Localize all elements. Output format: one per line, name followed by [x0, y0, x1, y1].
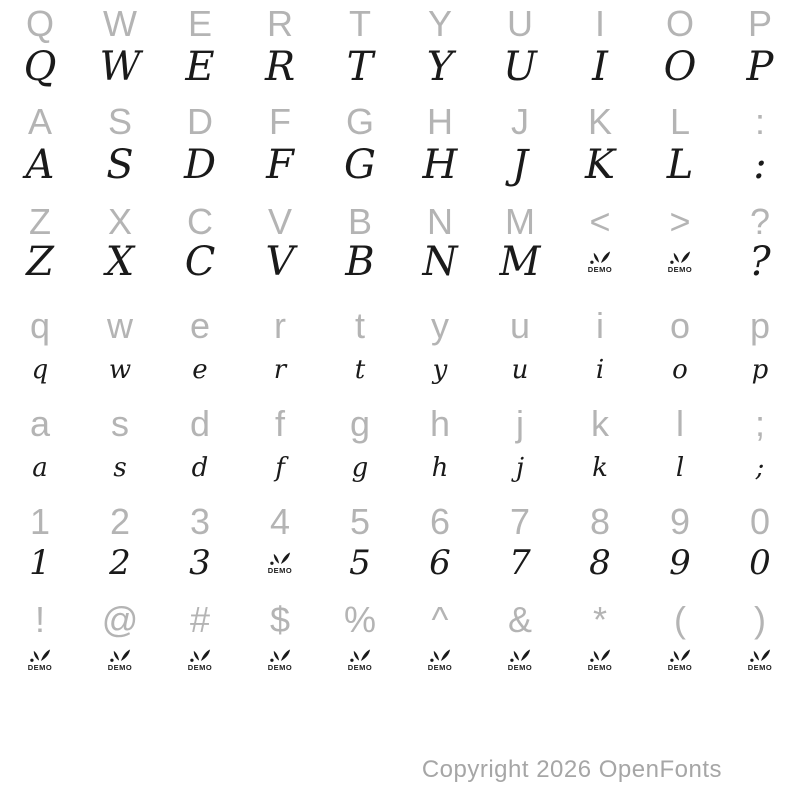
script-glyph-cell	[560, 455, 640, 481]
reference-glyph: s	[111, 403, 129, 444]
reference-glyph: 7	[509, 501, 531, 542]
reference-glyph: Q	[25, 3, 54, 44]
script-glyph: C	[184, 239, 216, 285]
reference-glyph: 8	[589, 501, 611, 542]
reference-glyph: R	[267, 3, 293, 44]
script-glyph-row	[0, 36, 800, 98]
script-glyph-cell	[560, 44, 640, 90]
reference-glyph-cell	[240, 501, 320, 542]
script-glyph-cell	[0, 44, 80, 90]
script-glyph-cell	[160, 543, 240, 583]
reference-glyph-cell	[160, 305, 240, 346]
script-glyph: E	[185, 44, 215, 90]
sprout-ornament-icon	[589, 250, 611, 265]
reference-glyph-cell	[480, 599, 560, 640]
script-glyph: K	[585, 142, 615, 188]
sprout-ornament-icon	[269, 551, 291, 566]
reference-glyph-cell	[320, 599, 400, 640]
script-glyph: R	[264, 44, 296, 90]
demo-label: DEMO	[107, 663, 133, 672]
script-glyph: S	[106, 142, 134, 188]
sprout-ornament-icon	[189, 648, 211, 663]
script-glyph: 5	[349, 543, 371, 583]
script-glyph-cell	[240, 455, 320, 481]
reference-glyph-cell	[560, 305, 640, 346]
script-glyph-cell	[560, 648, 640, 672]
demo-placeholder	[188, 648, 213, 672]
demo-placeholder	[28, 648, 53, 672]
script-glyph: l	[675, 453, 685, 483]
script-glyph: J	[511, 142, 529, 188]
reference-glyph: )	[754, 599, 766, 640]
script-glyph-cell	[640, 250, 720, 274]
copyright-text: Copyright 2026 OpenFonts	[421, 756, 722, 783]
reference-glyph-cell	[720, 305, 800, 346]
reference-row	[0, 398, 800, 442]
script-glyph: T	[346, 44, 374, 90]
script-glyph-cell	[480, 44, 560, 90]
reference-glyph: u	[509, 305, 531, 346]
script-glyph: H	[422, 142, 458, 188]
script-glyph: 0	[749, 543, 771, 583]
sprout-ornament-icon	[29, 648, 51, 663]
reference-glyph: &	[507, 599, 532, 640]
reference-glyph-cell	[720, 599, 800, 640]
script-glyph: y	[432, 355, 448, 385]
reference-glyph: E	[187, 3, 212, 44]
demo-label: DEMO	[587, 663, 613, 672]
reference-glyph-cell	[320, 403, 400, 444]
reference-glyph: (	[674, 599, 686, 640]
reference-glyph: f	[274, 403, 285, 444]
script-glyph: t	[354, 355, 366, 385]
script-glyph-cell	[720, 357, 800, 383]
script-glyph: g	[351, 453, 369, 483]
reference-glyph: F	[269, 101, 291, 142]
script-glyph: j	[515, 453, 525, 483]
demo-label: DEMO	[187, 663, 213, 672]
reference-glyph-cell	[0, 403, 80, 444]
reference-glyph: 5	[349, 501, 371, 542]
reference-glyph-cell	[80, 305, 160, 346]
sprout-ornament-icon	[429, 648, 451, 663]
script-glyph-cell	[80, 455, 160, 481]
sprout-ornament-icon	[109, 648, 131, 663]
script-glyph: 2	[109, 543, 131, 583]
reference-glyph: C	[187, 201, 213, 242]
script-glyph: i	[595, 355, 605, 385]
script-glyph: e	[192, 355, 208, 385]
script-glyph: V	[265, 239, 295, 285]
reference-row	[0, 594, 800, 638]
reference-glyph: !	[34, 599, 45, 640]
reference-glyph: T	[349, 3, 371, 44]
reference-glyph-cell	[560, 599, 640, 640]
reference-glyph-cell	[240, 305, 320, 346]
script-glyph-cell	[640, 357, 720, 383]
reference-glyph: i	[596, 305, 604, 346]
script-glyph-row	[0, 440, 800, 496]
reference-glyph-cell	[0, 599, 80, 640]
script-glyph-cell	[560, 142, 640, 188]
reference-glyph: K	[587, 101, 612, 142]
reference-glyph-cell	[400, 501, 480, 542]
reference-glyph: J	[511, 101, 529, 142]
script-glyph: 7	[509, 543, 531, 583]
script-glyph-cell	[640, 543, 720, 583]
reference-glyph-cell	[160, 403, 240, 444]
reference-glyph: B	[347, 201, 372, 242]
reference-glyph: 0	[749, 501, 771, 542]
script-glyph: 3	[189, 543, 211, 583]
script-glyph-cell	[320, 142, 400, 188]
script-glyph-cell	[0, 142, 80, 188]
reference-glyph-cell	[560, 501, 640, 542]
sprout-ornament-icon	[509, 648, 531, 663]
reference-glyph: G	[345, 101, 374, 142]
script-glyph: W	[99, 44, 141, 90]
reference-glyph: *	[592, 599, 607, 640]
reference-glyph-cell	[80, 501, 160, 542]
reference-glyph-cell	[320, 305, 400, 346]
script-glyph-cell	[240, 648, 320, 672]
script-glyph: o	[672, 355, 688, 385]
script-glyph: Z	[26, 239, 54, 285]
reference-glyph-cell	[160, 501, 240, 542]
script-glyph: F	[266, 142, 294, 188]
reference-glyph: o	[669, 305, 691, 346]
demo-placeholder	[508, 648, 533, 672]
sprout-ornament-icon	[669, 648, 691, 663]
script-glyph-cell	[480, 543, 560, 583]
reference-glyph: U	[507, 3, 533, 44]
script-glyph-cell	[320, 44, 400, 90]
reference-glyph: 9	[669, 501, 691, 542]
sprout-ornament-icon	[589, 648, 611, 663]
script-glyph-cell	[320, 543, 400, 583]
script-glyph: w	[108, 355, 132, 385]
reference-glyph-cell	[640, 403, 720, 444]
script-glyph-cell	[720, 455, 800, 481]
script-glyph-cell	[240, 142, 320, 188]
script-glyph-cell	[480, 455, 560, 481]
script-glyph-cell	[560, 543, 640, 583]
reference-glyph: y	[431, 305, 449, 346]
script-glyph-cell	[0, 357, 80, 383]
script-glyph-cell	[720, 648, 800, 672]
reference-glyph: t	[354, 305, 365, 346]
reference-glyph: P	[747, 3, 772, 44]
demo-label: DEMO	[587, 265, 613, 275]
script-glyph: ?	[749, 239, 771, 285]
reference-glyph: O	[665, 3, 694, 44]
reference-glyph: e	[189, 305, 211, 346]
script-glyph: :	[753, 142, 767, 188]
script-glyph: h	[431, 453, 449, 483]
reference-glyph: ^	[431, 599, 449, 640]
script-glyph: k	[592, 453, 608, 483]
script-glyph: f	[275, 453, 285, 483]
reference-glyph: r	[274, 305, 286, 346]
script-glyph-cell	[0, 648, 80, 672]
reference-glyph: w	[107, 305, 133, 346]
demo-label: DEMO	[507, 663, 533, 672]
reference-glyph: ?	[749, 201, 771, 242]
reference-glyph-cell	[240, 599, 320, 640]
reference-glyph-cell	[400, 403, 480, 444]
reference-glyph-cell	[160, 599, 240, 640]
reference-glyph: D	[187, 101, 213, 142]
reference-glyph: A	[27, 101, 52, 142]
reference-glyph: >	[669, 201, 691, 242]
script-glyph-cell	[80, 543, 160, 583]
reference-glyph-cell	[0, 305, 80, 346]
reference-glyph: @	[101, 599, 139, 640]
script-glyph: 8	[589, 543, 611, 583]
reference-glyph-cell	[240, 403, 320, 444]
reference-glyph: l	[676, 403, 684, 444]
reference-glyph: #	[189, 599, 211, 640]
script-glyph: M	[499, 239, 541, 285]
script-glyph-cell	[160, 239, 240, 285]
reference-glyph: W	[103, 3, 137, 44]
script-glyph-cell	[320, 357, 400, 383]
script-glyph: 1	[29, 543, 51, 583]
script-glyph-cell	[160, 648, 240, 672]
reference-glyph: j	[516, 403, 524, 444]
reference-glyph-cell	[0, 501, 80, 542]
script-glyph-cell	[80, 44, 160, 90]
sprout-ornament-icon	[749, 648, 771, 663]
reference-glyph: X	[107, 201, 132, 242]
script-glyph: D	[183, 142, 217, 188]
script-glyph-row	[0, 132, 800, 198]
script-glyph: B	[345, 239, 375, 285]
script-glyph-cell	[160, 44, 240, 90]
script-glyph: 9	[669, 543, 691, 583]
reference-glyph: a	[29, 403, 51, 444]
script-glyph-cell	[80, 648, 160, 672]
sprout-ornament-icon	[349, 648, 371, 663]
script-glyph-row	[0, 536, 800, 590]
reference-glyph-cell	[720, 501, 800, 542]
demo-placeholder	[668, 250, 693, 274]
script-glyph-cell	[240, 44, 320, 90]
script-glyph-row	[0, 648, 800, 688]
script-glyph-cell	[400, 543, 480, 583]
demo-placeholder	[588, 250, 613, 274]
script-glyph: G	[344, 142, 376, 188]
script-glyph: N	[422, 239, 458, 285]
script-glyph-cell	[560, 357, 640, 383]
script-glyph-cell	[80, 357, 160, 383]
script-glyph: a	[32, 453, 48, 483]
demo-placeholder	[668, 648, 693, 672]
script-glyph: ;	[755, 453, 765, 483]
script-glyph: s	[113, 453, 127, 483]
script-glyph: X	[105, 239, 135, 285]
script-glyph-cell	[160, 357, 240, 383]
reference-glyph: 1	[29, 501, 51, 542]
sprout-ornament-icon	[269, 648, 291, 663]
script-glyph-cell	[0, 543, 80, 583]
reference-glyph-cell	[640, 599, 720, 640]
reference-glyph: ;	[754, 403, 765, 444]
reference-glyph: H	[427, 101, 453, 142]
script-glyph-cell	[80, 142, 160, 188]
script-glyph: Y	[426, 44, 454, 90]
script-glyph: A	[25, 142, 55, 188]
reference-glyph-cell	[400, 305, 480, 346]
reference-glyph-cell	[640, 305, 720, 346]
reference-glyph-cell	[80, 403, 160, 444]
script-glyph-cell	[0, 455, 80, 481]
reference-glyph: L	[669, 101, 691, 142]
demo-label: DEMO	[747, 663, 773, 672]
script-glyph-row	[0, 342, 800, 398]
script-glyph: r	[273, 355, 287, 385]
script-glyph: Q	[23, 44, 57, 90]
script-glyph-cell	[320, 455, 400, 481]
script-glyph-cell	[240, 357, 320, 383]
script-glyph-cell	[160, 142, 240, 188]
script-glyph-cell	[640, 648, 720, 672]
demo-placeholder	[748, 648, 773, 672]
script-glyph-cell	[640, 455, 720, 481]
demo-placeholder	[588, 648, 613, 672]
reference-glyph: p	[749, 305, 771, 346]
script-glyph-cell	[160, 455, 240, 481]
script-glyph: q	[31, 355, 49, 385]
script-glyph-cell	[720, 543, 800, 583]
script-glyph-cell	[400, 142, 480, 188]
reference-glyph: V	[267, 201, 292, 242]
reference-row	[0, 496, 800, 540]
script-glyph: O	[663, 44, 697, 90]
reference-glyph: h	[429, 403, 451, 444]
script-glyph-cell	[400, 455, 480, 481]
script-glyph-cell	[480, 648, 560, 672]
script-glyph-cell	[480, 357, 560, 383]
reference-glyph: S	[107, 101, 132, 142]
reference-glyph: 6	[429, 501, 451, 542]
script-glyph-cell	[240, 551, 320, 575]
reference-glyph-cell	[480, 305, 560, 346]
reference-glyph: M	[505, 201, 535, 242]
reference-glyph: N	[427, 201, 453, 242]
demo-label: DEMO	[427, 663, 453, 672]
script-glyph: u	[511, 355, 529, 385]
reference-glyph: q	[29, 305, 51, 346]
reference-glyph: d	[189, 403, 211, 444]
reference-glyph: %	[343, 599, 376, 640]
demo-placeholder	[428, 648, 453, 672]
script-glyph-cell	[720, 44, 800, 90]
script-glyph-cell	[720, 239, 800, 285]
demo-placeholder	[108, 648, 133, 672]
script-glyph: I	[592, 44, 608, 90]
reference-glyph: I	[594, 3, 605, 44]
reference-glyph: <	[589, 201, 611, 242]
script-glyph-cell	[0, 239, 80, 285]
reference-glyph: 3	[189, 501, 211, 542]
script-glyph: d	[191, 453, 209, 483]
script-glyph-cell	[640, 44, 720, 90]
demo-label: DEMO	[667, 663, 693, 672]
demo-label: DEMO	[267, 566, 293, 576]
reference-glyph: 4	[269, 501, 291, 542]
script-glyph-cell	[320, 239, 400, 285]
reference-glyph: 2	[109, 501, 131, 542]
script-glyph-row	[0, 234, 800, 290]
demo-placeholder	[268, 551, 293, 575]
script-glyph-cell	[240, 239, 320, 285]
script-glyph-cell	[640, 142, 720, 188]
reference-glyph: Y	[427, 3, 452, 44]
reference-glyph-cell	[80, 599, 160, 640]
reference-glyph: g	[349, 403, 371, 444]
script-glyph: L	[666, 142, 694, 188]
demo-label: DEMO	[667, 265, 693, 275]
script-glyph: P	[746, 44, 774, 90]
script-glyph-cell	[400, 357, 480, 383]
reference-glyph-cell	[640, 501, 720, 542]
script-glyph-cell	[320, 648, 400, 672]
script-glyph: U	[503, 44, 537, 90]
reference-glyph-cell	[560, 403, 640, 444]
script-glyph-cell	[720, 142, 800, 188]
demo-placeholder	[348, 648, 373, 672]
demo-label: DEMO	[267, 663, 293, 672]
reference-glyph-cell	[720, 403, 800, 444]
sprout-ornament-icon	[669, 250, 691, 265]
script-glyph-cell	[480, 239, 560, 285]
reference-glyph: Z	[29, 201, 51, 242]
demo-label: DEMO	[347, 663, 373, 672]
script-glyph: p	[751, 355, 769, 385]
reference-glyph-cell	[480, 403, 560, 444]
reference-row	[0, 300, 800, 344]
script-glyph-cell	[400, 239, 480, 285]
reference-glyph: $	[269, 599, 291, 640]
demo-label: DEMO	[27, 663, 53, 672]
script-glyph-cell	[400, 44, 480, 90]
reference-glyph-cell	[400, 599, 480, 640]
script-glyph-cell	[480, 142, 560, 188]
reference-glyph-cell	[320, 501, 400, 542]
script-glyph-cell	[80, 239, 160, 285]
script-glyph: 6	[429, 543, 451, 583]
script-glyph-cell	[560, 250, 640, 274]
reference-glyph-cell	[480, 501, 560, 542]
reference-glyph: k	[591, 403, 609, 444]
script-glyph-cell	[400, 648, 480, 672]
demo-placeholder	[268, 648, 293, 672]
reference-glyph: :	[754, 101, 765, 142]
